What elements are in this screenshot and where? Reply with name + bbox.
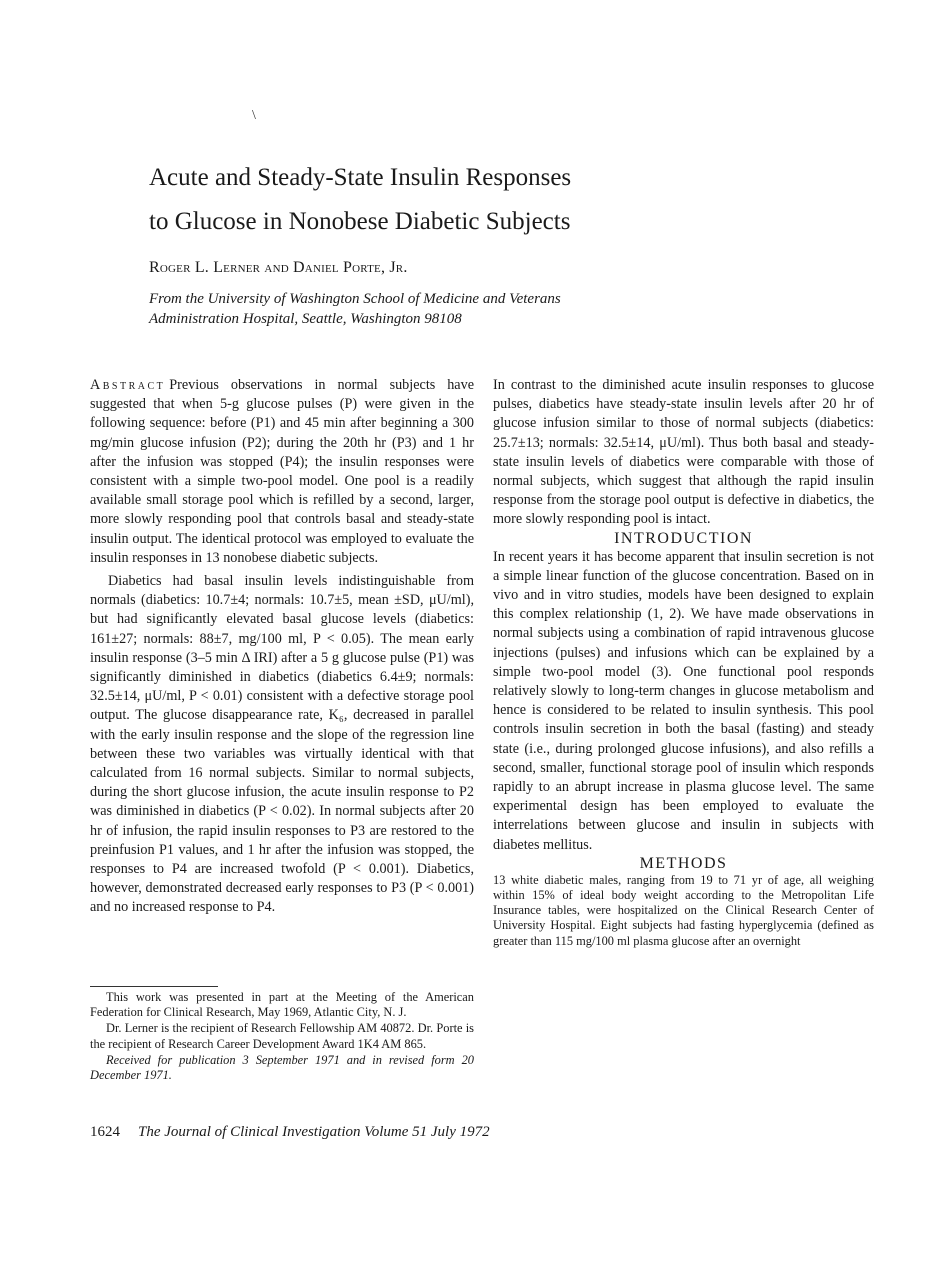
methods-text: 13 white diabetic males, ranging from 19 to 71 yr of age, all weighing within 15% of ideal body weight according to the Metropolitan Life Insurance tables, were hospitalized on the Clinical Research Center of University Hospital. Eight subjects had fasting hyperglycemia (defined as greater than 115 mg/100 ml plasma glucose after an overnight — [493, 872, 874, 948]
abstract-paragraph-1 — [90, 376, 474, 568]
right-column — [493, 376, 874, 949]
affiliation-line-1: From the University of Washington School of Medicine and Veterans — [149, 291, 561, 307]
introduction-heading: INTRODUCTION — [614, 529, 753, 547]
affiliation-line-2: Administration Hospital, Seattle, Washington 98108 — [149, 311, 462, 327]
page-footer — [90, 1124, 490, 1141]
footnote-received: Received for publication 3 September 1971 and in revised form 20 December 1971. — [90, 1052, 474, 1083]
page-number: 1624 — [90, 1124, 120, 1140]
abstract-paragraph-2: Diabetics had basal insulin levels indistinguishable from normals (diabetics: 10.7±4; normals: 10.7±5, mean ±SD, μU/ml), but had significantly elevated basal glucose levels (diabetics: 161±27; normals: 88±7, mg/100 ml, P < 0.05). The mean early insulin response (3–5 min Δ IRI) after a 5 g glucose pulse (P1) was significantly diminished in diabetics (diabetics 6.4±9; normals: 32.5±14, μU/ml, P < 0.01) consistent with a defective storage pool output. The glucose disappearance rate, K₆, decreased in parallel with the early insulin response and the slope of the regression line between these two variables was virtually identical with that calculated from 16 normal subjects. Similar to normal subjects, during the short glucose infusion, the acute insulin response to P2 was diminished in diabetics (P < 0.02). In normal subjects after 20 hr of infusion, the rapid insulin responses to P3 are restored to the preinfusion P1 values, and 1 hr after the infusion was stopped, the responses to P4 are increased twofold (P < 0.001). Diabetics, however, demonstrated decreased early responses to P3 (P < 0.001) and no increased response to P4. — [90, 573, 474, 916]
left-column — [90, 376, 474, 918]
methods-heading: METHODS — [639, 854, 728, 872]
title-line-2: to Glucose in Nonobese Diabetic Subjects — [149, 208, 571, 235]
footnote-2: Dr. Lerner is the recipient of Research Fellowship AM 40872. Dr. Porte is the recipient of Research Career Development Award 1K4 AM 865. — [90, 1021, 474, 1051]
abstract-label: Abstract — [90, 377, 166, 393]
stray-mark: \ — [252, 108, 256, 123]
journal-citation: The Journal of Clinical Investigation Volume 51 July 1972 — [138, 1124, 490, 1140]
abstract-p1-text: Previous observations in normal subjects have suggested that when 5-g glucose pulses (P) were given in the following sequence: before (P1) and 45 min after beginning a 300 mg/min glucose infusion (P2); during the 20th hr (P3) and 1 hr after the infusion was stopped (P4); the insulin responses were consistent with a simple two-pool model. One pool is a readily available small storage pool which is refilled by a second, larger, more slowly responding pool that controls basal and steady-state insulin output. The identical protocol was employed to evaluate the insulin responses in 13 nonobese diabetic subjects. — [90, 377, 474, 566]
footnote-1: This work was presented in part at the Meeting of the American Federation for Clinical Research, May 1969, Atlantic City, N. J. — [90, 990, 474, 1020]
introduction-text: In recent years it has become apparent that insulin secretion is not a simple linear function of the glucose concentration. Based on in vivo and in vitro studies, models have been designed to explain this complex relationship (1, 2). We have made observations in normal subjects using a combination of rapid intravenous glucose injections (pulses) and infusions which can be explained by a simple two-pool model (3). One functional pool responds relatively slowly to long-term changes in glucose metabolism and hence is considered to be related to insulin synthesis. This pool controls insulin secretion in both the basal (fasting) and steady state (i.e., during prolonged glucose infusions), and also refills a second, smaller, functional storage pool of insulin which responds rapidly to an abrupt increase in plasma glucose level. The same experimental design has been employed to evaluate the interrelations between glucose and insulin in subjects with diabetes mellitus. — [493, 548, 874, 853]
footnote-rule — [90, 986, 218, 987]
article-title — [149, 156, 849, 244]
abstract-paragraph-3: In contrast to the diminished acute insulin responses to glucose pulses, diabetics have steady-state insulin levels after 20 hr of glucose infusion similar to those of normal subjects (diabetics: 25.7±13; normals: 32.5±14, μU/ml). Thus both basal and steady-state insulin levels of diabetics were comparable with those of normal subjects, which suggest that although the rapid insulin response from the storage pool output is defective in diabetics, the more slowly responding pool is intact. — [493, 377, 874, 528]
title-line-1: Acute and Steady-State Insulin Responses — [149, 164, 572, 191]
affiliation — [149, 289, 709, 329]
footnotes — [90, 986, 474, 1083]
authors: Roger L. Lerner and Daniel Porte, Jr. — [149, 259, 408, 276]
